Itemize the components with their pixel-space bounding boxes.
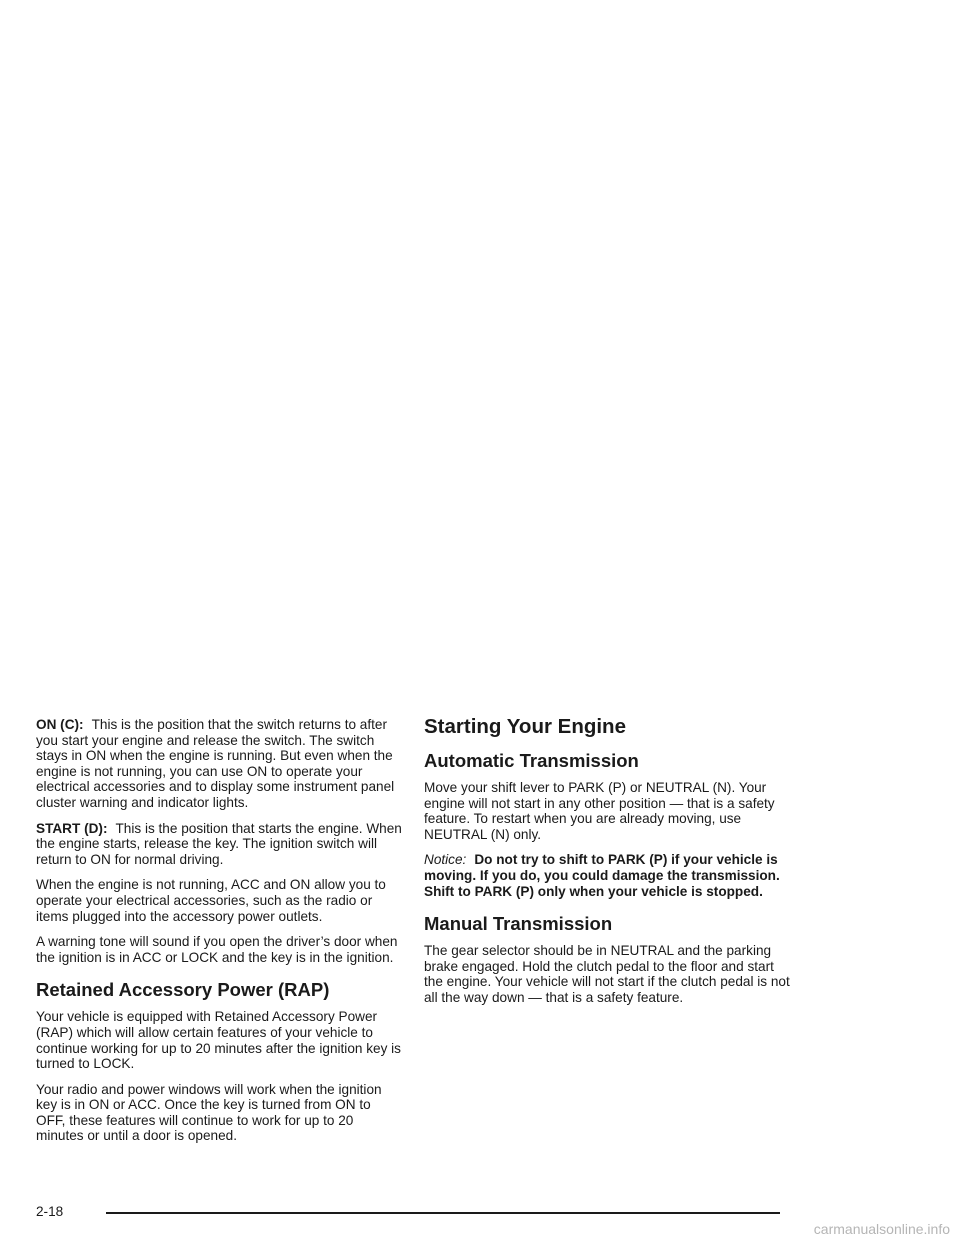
starting-engine-heading: Starting Your Engine: [424, 715, 626, 738]
notice-paragraph: [424, 852, 790, 899]
footer-rule: [106, 1212, 780, 1214]
on-c-text: This is the position that the switch returns to after you start your engine and release the switch. The switch stays in ON when the engine is running. But even when the engine is not running, you can use ON to operate your electrical accessories and to display some instrument panel cluster warning and indicator lights.: [36, 717, 395, 810]
rap-heading: Retained Accessory Power (RAP): [36, 979, 330, 1001]
manual-transmission-paragraph: The gear selector should be in NEUTRAL and the parking brake engaged. Hold the clutch pedal to the floor and start the engine. Your vehicle will not start if the clutch pedal is not all the way down — that is a safety feature.: [424, 943, 790, 1005]
on-c-paragraph: [36, 717, 402, 811]
watermark: carmanualsonline.info: [813, 1221, 950, 1237]
warning-tone-paragraph: A warning tone will sound if you open the driver’s door when the ignition is in ACC or LOCK and the key is in the ignition.: [36, 934, 398, 965]
rap-paragraph-1: Your vehicle is equipped with Retained Accessory Power (RAP) which will allow certain features of your vehicle to continue working for up to 20 minutes after the ignition key is turned to LOCK.: [36, 1009, 401, 1072]
start-d-text: This is the position that starts the engine. When the engine starts, release the key. The ignition switch will return to ON for normal driving.: [36, 820, 402, 867]
manual-transmission-heading: Manual Transmission: [424, 913, 613, 935]
rap-paragraph-2: Your radio and power windows will work when the ignition key is in ON or ACC. Once the key is turned from ON to OFF, these features will continue to work for up to 20 minutes or until a door is opened.: [36, 1081, 382, 1144]
automatic-transmission-heading: Automatic Transmission: [424, 750, 639, 771]
start-d-paragraph: [36, 821, 402, 868]
page-number: 2-18: [36, 1204, 64, 1219]
right-column: [424, 715, 790, 1016]
on-c-term: ON (C):: [36, 717, 84, 732]
notice-label: Notice:: [424, 852, 467, 868]
automatic-transmission-paragraph: Move your shift lever to PARK (P) or NEUTRAL (N). Your engine will not start in any other position — that is a safety feature. To restart when you are already moving, use NEUTRAL (N) only.: [424, 780, 775, 842]
notice-text: Do not try to shift to PARK (P) if your vehicle is moving. If you do, you could damage the transmission. Shift to PARK (P) only when your vehicle is stopped.: [424, 852, 780, 899]
start-d-term: START (D):: [36, 820, 108, 836]
acc-on-paragraph: When the engine is not running, ACC and ON allow you to operate your electrical accessories, such as the radio or items plugged into the accessory power outlets.: [36, 877, 386, 924]
left-column: [36, 717, 402, 1154]
